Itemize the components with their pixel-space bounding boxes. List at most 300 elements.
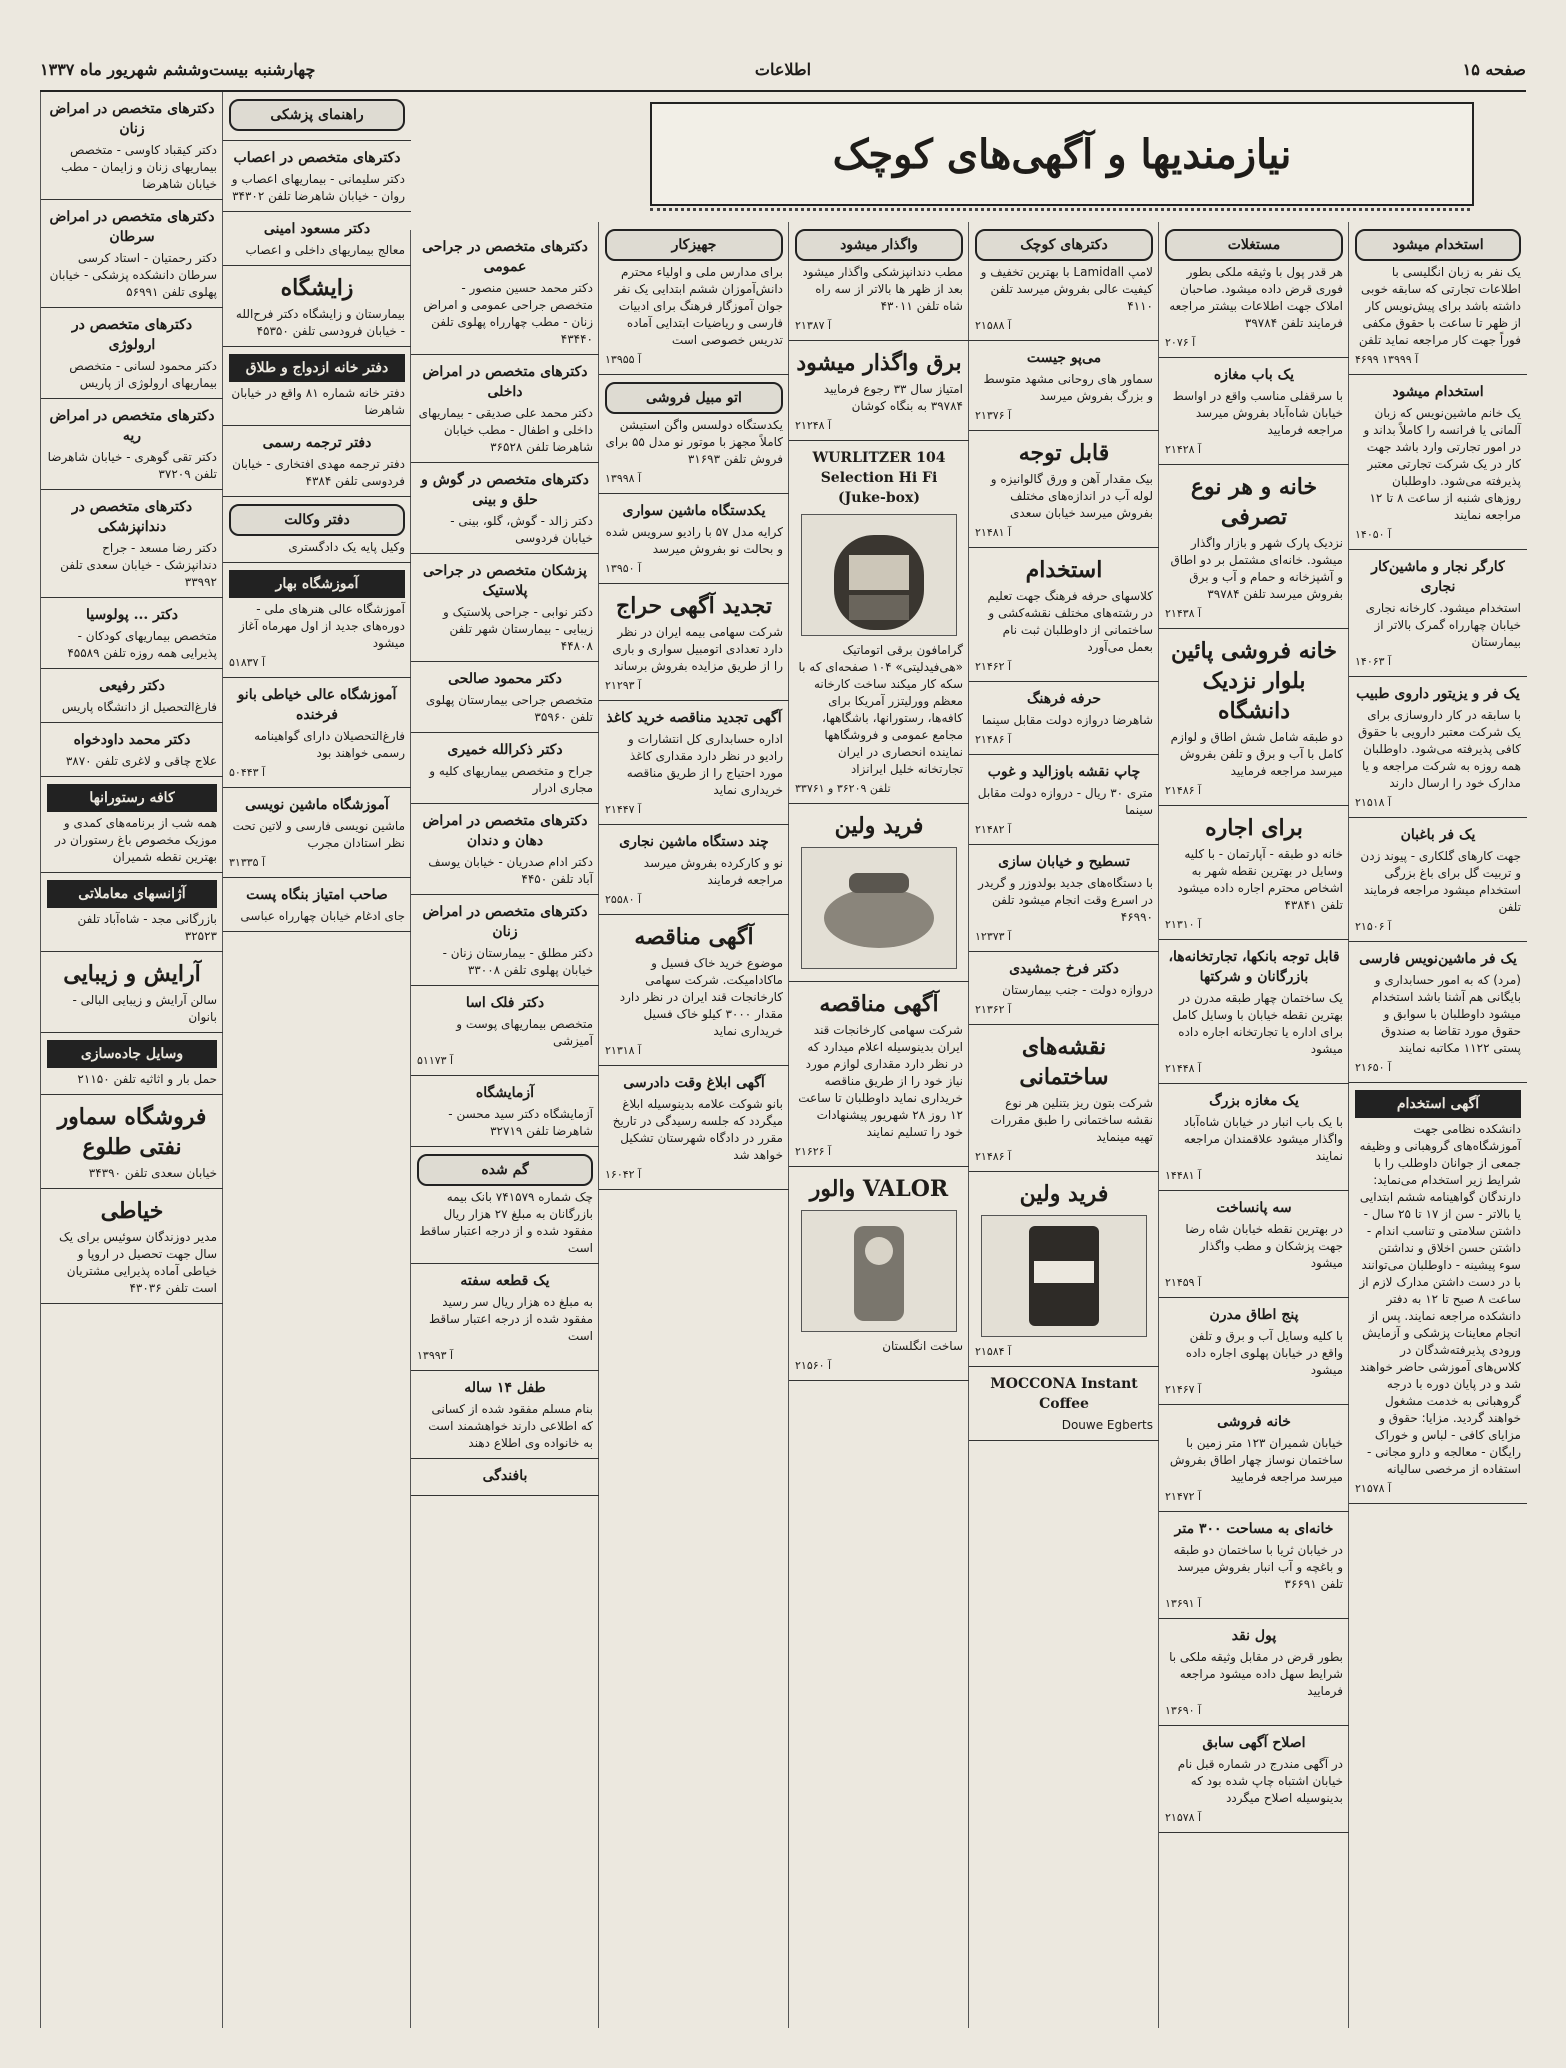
ad-heading: MOCCONA Instant Coffee	[990, 1376, 1138, 1412]
coffee-illustration	[981, 1215, 1147, 1337]
classified-ad	[599, 222, 789, 375]
ad-body: شرکت سهامی کارخانجات قند ایران بدینوسیله اعلام میدارد که در نظر دارد مقداری لوازم مورد نیاز خود را از طریق مناقصه خریداری نماید داوطلبان تا ساعت ۱۲ روز ۲۸ شهریور پیشنهادات خود را تسلیم نمایند	[798, 1023, 963, 1139]
classified-ad	[41, 723, 223, 777]
ad-heading: دکتر فرخ جمشیدی	[1009, 961, 1119, 977]
ad-heading: صاحب امتیاز بنگاه پست	[246, 887, 388, 903]
ad-body: با سرقفلی مناسب واقع در اواسط خیابان شاه‌آباد بفروش میرسد مراجعه فرمایید	[1172, 389, 1343, 437]
classified-ad	[789, 341, 969, 441]
ad-body: هر قدر پول با وثیقه ملکی بطور فوری قرض داده میشود. صاحبان املاک جهت اطلاعات بیشتر مراجعه فرمایند تلفن ۳۹۷۸۴	[1169, 265, 1343, 330]
classified-ad	[41, 200, 223, 308]
classified-ad	[223, 563, 411, 678]
ad-reference-number: آ ۱۴۴۸۱	[1165, 1169, 1202, 1182]
ad-heading: وسایل جاده‌سازی	[47, 1040, 217, 1068]
ad-reference-number: آ ۱۳۶۹۰	[1165, 1704, 1202, 1717]
ad-reference-number: تلفن ۳۶۲۰۹ و ۳۳۷۶۱	[795, 782, 891, 795]
classified-ad	[411, 1459, 599, 1496]
classified-ad	[41, 1033, 223, 1095]
ad-reference-number: آ ۱۳۹۹۳	[417, 1349, 454, 1362]
classified-ad	[223, 788, 411, 878]
ad-body: با سابقه در کار داروسازی برای یک شرکت معتبر دارویی با حقوق کافی پذیرفته می‌شود. داوطلبان همه روزه به شرکت مراجعه و یا مدارک خود را ارسال دارند	[1357, 708, 1521, 790]
ad-body: یکدستگاه دولسس واگن استیشن کاملاً مجهز با موتور نو مدل ۵۵ برای فروش تلفن ۳۱۶۹۳	[605, 418, 783, 466]
ad-reference-number: آ ۲۱۵۰۶	[1355, 920, 1392, 933]
ad-heading: دکترهای متخصص در جراحی عمومی	[422, 239, 588, 275]
ad-heading: تسطیح و خیابان سازی	[998, 854, 1130, 870]
classified-ad	[599, 701, 789, 825]
ad-body: دکتر نوابی - جراحی پلاستیک و زیبایی - بیمارستان شهر تلفن ۴۴۸۰۸	[442, 605, 593, 653]
ad-heading: چاپ نقشه باوزالید و غوب	[987, 764, 1141, 780]
classified-ad	[411, 1147, 599, 1264]
ad-heading: خانه فروشی پائین بلوار نزدیک دانشگاه	[1171, 638, 1337, 724]
classified-ad	[223, 141, 411, 212]
ad-body: همه شب از برنامه‌های کمدی و موزیک مخصوص باغ رستوران در بهترین نقطه شمیران	[55, 816, 217, 864]
ad-heading: چند دستگاه ماشین نجاری	[619, 834, 769, 850]
classified-ad	[411, 230, 599, 355]
jukebox-illustration	[801, 514, 957, 636]
classified-ad	[41, 952, 223, 1033]
ad-reference-number: آ ۲۱۴۴۷	[605, 803, 642, 816]
ad-heading: پزشکان متخصص در جراحی پلاستیک	[423, 563, 587, 599]
ad-heading: آگهی استخدام	[1355, 1090, 1521, 1118]
classified-ad	[1349, 550, 1527, 677]
classified-ad	[1159, 806, 1349, 940]
ad-heading: فروشگاه سماور نفتی طلوع	[57, 1104, 207, 1160]
ad-heading: دکترهای متخصص در امراض داخلی	[422, 364, 588, 400]
classified-ad	[1159, 465, 1349, 629]
ad-body: مدیر دوزندگان سوئیس برای یک سال جهت تحصیل در اروپا و خیاطی آماده پذیرایی مشتریان است تلفن ۴۳۰۳۶	[59, 1230, 217, 1295]
ad-body: خیابان سعدی تلفن ۳۴۳۹۰	[88, 1166, 217, 1180]
ad-heading: برق واگذار میشود	[796, 350, 962, 376]
ad-reference-number: آ ۲۱۴۴۸	[1165, 1062, 1202, 1075]
classified-ad	[1159, 1084, 1349, 1191]
ad-reference-number: آ ۲۱۶۵۰	[1355, 1061, 1392, 1074]
classified-ad	[1159, 1298, 1349, 1405]
ad-body: اداره حسابداری کل انتشارات و رادیو در نظر دارد مقداری کاغذ مورد احتیاج را از طریق مناقصه خریداری نماید	[626, 732, 783, 797]
ad-body: متخصص بیماریهای پوست و آمیزشی	[456, 1017, 593, 1048]
ad-body: کرایه مدل ۵۷ با رادیو سرویس شده و بحالت نو بفروش میرسد	[605, 525, 783, 556]
ad-body: آموزشگاه عالی هنرهای ملی - دوره‌های جدید از اول مهرماه آغاز میشود	[238, 602, 405, 650]
classified-ad	[969, 682, 1159, 755]
ad-heading: یک مغازه بزرگ	[1209, 1093, 1299, 1109]
ad-heading: یک فر ماشین‌نویس فارسی	[1359, 951, 1517, 967]
ad-heading: آزمایشگاه	[475, 1085, 535, 1101]
ad-body: شاهرضا دروازه دولت مقابل سینما	[981, 713, 1153, 727]
ad-heading: آموزشگاه بهار	[229, 570, 405, 598]
ad-body: دکتر رضا مسعد - جراح دندانپزشک - خیابان سعدی تلفن ۳۳۹۹۲	[60, 541, 217, 589]
ad-heading: آرایش و زیبایی	[63, 961, 201, 987]
ad-heading: WURLITZER 104 Selection Hi Fi (Juke-box)	[812, 450, 946, 506]
classified-ad	[789, 1167, 969, 1381]
classified-ad	[1159, 1512, 1349, 1619]
ad-heading: دکترهای متخصص در امراض زنان	[422, 904, 588, 940]
ad-body: در آگهی مندرج در شماره قبل نام خیابان اشتباه چاپ شده بود که بدینوسیله اصلاح میگردد	[1177, 1757, 1343, 1805]
ad-reference-number: آ ۵۱۱۷۳	[417, 1054, 454, 1067]
page-header	[40, 50, 1526, 92]
ad-heading: آگهی تجدید مناقصه خرید کاغذ	[606, 710, 782, 726]
heater-illustration	[801, 1210, 957, 1332]
ad-body: دکتر تقی گوهری - خیابان شاهرضا تلفن ۳۷۲۰۹	[47, 450, 217, 481]
ad-reference-number: آ ۲۰۷۶	[1165, 336, 1196, 349]
ad-heading: دکتر ذکرالله خمیری	[447, 742, 563, 758]
ad-body: بنام مسلم مفقود شده از کسانی که اطلاعی دارند خواهشمند است به خانواده وی اطلاع دهند	[428, 1402, 593, 1450]
ad-heading: خانه فروشی	[1217, 1414, 1291, 1430]
ad-body: با کلیه وسایل آب و برق و تلفن واقع در خیابان پهلوی اجاره داده میشود	[1185, 1329, 1343, 1377]
ad-heading: اتو مبیل فروشی	[605, 382, 783, 414]
ad-reference-number: آ ۲۱۴۸۶	[1165, 784, 1202, 797]
ad-reference-number: آ ۲۱۴۲۸	[1165, 443, 1202, 456]
ad-body: علاج چاقی و لاغری تلفن ۳۸۷۰	[65, 754, 217, 768]
ad-heading: برای اجاره	[1205, 815, 1303, 841]
classified-ad	[789, 982, 969, 1167]
classified-ad	[223, 92, 411, 141]
ad-heading: یک فر و یزیتور داروی طبیب	[1356, 686, 1520, 702]
ad-body: کلاسهای حرفه فرهنگ جهت تعلیم در رشته‌های مختلف نقشه‌کشی و ساختمانی از داوطلبان ثبت نام بعمل می‌آورد	[987, 589, 1153, 654]
ad-heading: یک قطعه سفته	[460, 1273, 550, 1289]
ad-heading: حرفه فرهنگ	[1026, 691, 1101, 707]
ad-reference-number: آ ۲۱۴۵۹	[1165, 1276, 1202, 1289]
ad-reference-number: آ ۲۱۵۶۰	[795, 1359, 832, 1372]
ad-body: به مبلغ ده هزار ریال سر رسید مفقود شده از درجه اعتبار ساقط است	[429, 1295, 593, 1343]
classified-ad	[1159, 222, 1349, 358]
classified-ad	[41, 873, 223, 952]
ad-heading: دکترهای متخصص در دندانپزشکی	[71, 499, 193, 535]
ad-body: نو و کارکرده بفروش میرسد مراجعه فرمایند	[643, 856, 783, 887]
classified-ad	[411, 895, 599, 986]
classified-ad	[1159, 1726, 1349, 1833]
ad-body: با یک باب انبار در خیابان شاه‌آباد واگذار میشود علاقمندان مراجعه نمایند	[1183, 1115, 1343, 1163]
ad-body: استخدام میشود. کارخانه نجاری خیابان چهارراه گمرک بالاتر از بیمارستان	[1365, 601, 1521, 649]
ad-reference-number: آ ۱۶۰۴۲	[605, 1168, 642, 1181]
ad-heading: کافه رستورانها	[47, 784, 217, 812]
ad-heading: دکترهای متخصص در امراض دهان و دندان	[422, 813, 588, 849]
ad-heading: طفل ۱۴ ساله	[464, 1380, 546, 1396]
ad-heading: استخدام	[1025, 557, 1103, 583]
ad-heading: قابل توجه	[1018, 440, 1110, 466]
ad-heading: دکتر فلک اسا	[465, 995, 545, 1011]
classified-ad	[41, 92, 223, 200]
ad-body: آزمایشگاه دکتر سید محسن - شاهرضا تلفن ۳۲۷۱۹	[448, 1107, 593, 1138]
ad-reference-number: آ ۲۱۵۸۸	[975, 319, 1012, 332]
ad-reference-number: آ ۲۱۴۳۸	[1165, 607, 1202, 620]
ad-reference-number: آ ۱۴۰۵۰	[1355, 528, 1392, 541]
ad-body: دو طبقه شامل شش اطاق و لوازم کامل با آب و برق و تلفن بفروش میرسد مراجعه فرمایید	[1170, 730, 1343, 778]
ad-body: بیک مقدار آهن و ورق گالوانیزه و لوله آب در اندازه‌های مختلف بفروش میرسد خیابان سعدی	[990, 472, 1153, 520]
ad-heading: یکدستگاه ماشین سواری	[622, 503, 766, 519]
ad-body: دکتر محمود لسانی - متخصص بیماریهای ارولوژی از پاریس	[69, 359, 217, 390]
ad-reference-number: آ ۲۱۴۷۲	[1165, 1490, 1202, 1503]
ad-body: دفتر ترجمه مهدی افتخاری - خیابان فردوسی تلفن ۴۳۸۴	[232, 457, 405, 488]
classified-ad	[411, 662, 599, 733]
ad-body: یک خانم ماشین‌نویس که زبان آلمانی یا فرانسه را کاملاً بداند و در امور تجارتی وارد باشد جهت کار در یک شرکت تجارتی معتبر پذیرفته می‌شود. داوطلبان روزهای شنبه از ساعت ۸ تا ۱۲ مراجعه نمایند	[1363, 406, 1521, 522]
ad-reference-number: آ ۲۱۴۶۷	[1165, 1383, 1202, 1396]
ad-heading: آموزشگاه عالی خیاطی بانو فرخنده	[237, 687, 397, 723]
ad-reference-number: آ ۱۳۹۵۵	[605, 353, 642, 366]
ad-body: گرامافون برقی اتوماتیک «هی‌فیدلیتی» ۱۰۴ صفحه‌ای که با سکه کار میکند ساخت کارخانه معظم وورلیتزر آمریکا برای کافه‌ها، رستورانها، باشگاهها، مجامع عمومی و فروشگاهها نماینده انحصاری در ایران تجارتخانه خلیل ایرانزاد	[798, 643, 963, 776]
ad-body: حمل بار و اثاثیه تلفن ۲۱۱۵۰	[77, 1072, 217, 1086]
classified-ad	[969, 755, 1159, 845]
classified-ad	[789, 222, 969, 341]
ad-heading: استخدام میشود	[1355, 229, 1521, 261]
ad-body: معالج بیماریهای داخلی و اعصاب	[245, 243, 405, 257]
ad-reference-number: آ ۲۱۴۸۱	[975, 526, 1012, 539]
classified-ad	[411, 1076, 599, 1147]
ad-reference-number: آ ۲۱۳۱۸	[605, 1044, 642, 1057]
classifieds-banner	[650, 102, 1474, 206]
column-7	[222, 92, 411, 2028]
classified-ad	[599, 494, 789, 584]
ad-heading: یک باب مغازه	[1213, 367, 1295, 383]
ad-body: متخصص جراحی بیمارستان پهلوی تلفن ۳۵۹۶۰	[425, 693, 593, 724]
ad-body: شرکت بتون ریز بتنلین هر نوع نقشه ساختمانی را طبق مقررات تهیه مینماید	[990, 1096, 1153, 1144]
ad-reference-number: آ ۵۱۸۳۷	[229, 656, 266, 669]
classified-ad	[1349, 818, 1527, 942]
classified-ad	[969, 341, 1159, 431]
column-3	[968, 222, 1159, 2028]
ad-heading: فرید ولین	[1019, 1181, 1109, 1207]
column-4	[788, 222, 969, 2028]
ad-reference-number: آ ۱۳۹۵۰	[605, 562, 642, 575]
banner-rule	[650, 208, 1470, 223]
column-1	[1348, 222, 1527, 2028]
column-6	[410, 230, 599, 2028]
ad-reference-number: آ ۱۴۰۶۳	[1355, 655, 1392, 668]
ad-heading: خانه و هر نوع تصرفی	[1190, 474, 1318, 530]
ad-heading: دکترهای متخصص در اعصاب	[233, 150, 401, 166]
ad-heading: کارگر نجار و ماشین‌کار نجاری	[1371, 559, 1505, 595]
ad-heading: دفتر خانه ازدواج و طلاق	[229, 354, 405, 382]
cooker-illustration	[801, 847, 957, 969]
ad-heading: خیاطی	[100, 1198, 164, 1224]
classified-ad	[411, 355, 599, 463]
ad-heading: دکتر ... پولوسیا	[85, 607, 179, 623]
ad-body: دکتر ادام صدریان - خیابان یوسف آباد تلفن ۴۴۵۰	[428, 855, 593, 886]
classified-ad	[789, 441, 969, 804]
ad-body: موضوع خرید خاک فسیل و ماکادامیکت. شرکت سهامی کارخانجات قند ایران در نظر دارد مقدار ۳۰۰۰ کیلو خاک فسیل خریداری نماید	[619, 956, 783, 1038]
ad-body: در بهترین نقطه خیابان شاه رضا جهت پزشکان و مطب واگذار میشود	[1185, 1222, 1343, 1270]
ad-body: دکتر رحمتیان - استاد کرسی سرطان دانشکده پزشکی - خیابان پهلوی تلفن ۵۶۹۹۱	[49, 251, 217, 299]
ad-body: با دستگاه‌های جدید بولدوزر و گریدر در اسرع وقت انجام میشود تلفن ۴۶۹۹۰	[978, 876, 1153, 924]
ad-heading: اصلاح آگهی سابق	[1202, 1735, 1306, 1751]
ad-heading: آگهی مناقصه	[634, 924, 754, 950]
classified-ad	[969, 431, 1159, 548]
ad-heading: دکترهای متخصص در امراض ریه	[49, 408, 215, 444]
ad-heading: بافندگی	[482, 1468, 528, 1484]
classified-ad	[223, 878, 411, 932]
ad-body: دکتر سلیمانی - بیماریهای اعصاب و روان - خیابان شاهرضا تلفن ۳۴۳۰۲	[231, 172, 405, 203]
ad-body: بانو شوکت علامه بدینوسیله ابلاغ میگردد که جلسه رسیدگی در تاریخ مقرر در دادگاه شهرستان تشکیل خواهد شد	[612, 1097, 783, 1162]
classified-ad	[1349, 1083, 1527, 1504]
ad-reference-number: آ ۲۱۴۸۶	[975, 1150, 1012, 1163]
banner-title: نیازمندیها و آگهی‌های کوچک	[832, 130, 1292, 178]
ad-heading: VALOR والور	[809, 1176, 949, 1202]
ad-body: بیمارستان و زایشگاه دکتر فرح‌الله - خیابان فرودسی تلفن ۴۵۳۵۰	[235, 307, 405, 338]
classified-ad	[41, 308, 223, 399]
ad-body: دانشکده نظامی جهت آموزشگاه‌های گروهبانی و وظیفه جمعی از جوانان داوطلب را با شرایط زیر استخدام می‌نماید: دارندگان گواهینامه ششم ابتدایی یا بالاتر - سن از ۱۷ تا ۲۵ سال - داشتن سلامتی و تناسب اندام - داشتن حسن اخلاق و نداشتن سوء پیشینه - داوطلبان می‌توانند با در دست داشتن مدارک لازم از ساعت ۸ صبح تا ۱۲ به دفتر دانشکده مراجعه نمایند. پس از انجام معاینات پزشکی و آزمایش ورودی پذیرفته‌شدگان در کلاس‌های آموزشی حاضر خواهند شد و در پایان دوره با درجه گروهبانی به خدمت مشغول خواهند گردید. مزایا: حقوق و مزایای کافی - لباس و خوراک رایگان - معالجه و دارو مجانی - استفاده از مرخصی سالیانه	[1359, 1122, 1521, 1476]
column-5	[598, 222, 789, 2028]
classified-ad	[411, 804, 599, 895]
ad-heading: دکترهای متخصص در گوش و حلق و بینی	[421, 472, 589, 508]
classified-ad	[969, 845, 1159, 952]
classified-ad	[1349, 375, 1527, 550]
classified-ad	[1159, 940, 1349, 1084]
classified-ad	[1159, 1619, 1349, 1726]
ad-reference-number: آ ۲۱۵۱۸	[1355, 796, 1392, 809]
ad-body: دکتر مطلق - بیمارستان زنان - خیابان پهلوی تلفن ۳۳۰۰۸	[442, 946, 593, 977]
ad-reference-number: آ ۲۱۴۸۶	[975, 733, 1012, 746]
ad-heading: دکتر رفیعی	[99, 678, 165, 694]
classified-ad	[969, 222, 1159, 341]
ad-body: چک شماره ۷۴۱۵۷۹ بانک بیمه بازرگانان به مبلغ ۲۷ هزار ریال مفقود شده و از درجه اعتبار ساقط است	[419, 1190, 593, 1255]
ad-body: بازرگانی مجد - شاه‌آباد تلفن ۳۲۵۲۳	[77, 912, 217, 943]
classified-ad	[599, 915, 789, 1066]
classified-ad	[41, 1189, 223, 1304]
classified-ad	[1159, 1191, 1349, 1298]
ad-heading: زایشگاه	[280, 275, 354, 301]
ad-heading: تجدید آگهی حراج	[616, 593, 772, 619]
ad-reference-number: آ ۲۱۵۷۸	[1165, 1811, 1202, 1824]
classified-ad	[1159, 629, 1349, 806]
column-8	[40, 92, 223, 2028]
ad-body: فارغ‌التحصیلان دارای گواهینامه رسمی خواهند بود	[254, 729, 405, 760]
classified-ad	[1349, 677, 1527, 818]
ad-heading: راهنمای پزشکی	[229, 99, 405, 131]
classified-ad	[411, 1264, 599, 1371]
ad-reference-number: آ ۲۱۳۶۲	[975, 1003, 1012, 1016]
ad-heading: آگهی ابلاغ وقت دادرسی	[623, 1075, 765, 1091]
ad-body: دکتر کیقباد کاوسی - متخصص بیماریهای زنان و زایمان - مطب خیابان شاهرضا	[61, 143, 217, 191]
ad-body: یک ساختمان چهار طبقه مدرن در بهترین نقطه خیابان با وسایل کامل برای اداره یا تجارتخانه اجاره داده میشود	[1172, 991, 1343, 1056]
ad-body: خیابان شمیران ۱۲۳ متر زمین با ساختمان نوساز چهار اطاق بفروش میرسد مراجعه فرمایید	[1169, 1436, 1343, 1484]
ad-reference-number: آ ۳۱۳۳۵	[229, 856, 266, 869]
ad-body: دکتر محمد علی صدیقی - بیماریهای داخلی و اطفال - مطب خیابان شاهرضا تلفن ۳۶۵۲۸	[418, 406, 593, 454]
classified-ad	[969, 1367, 1159, 1441]
ad-heading: دکترهای متخصص در امراض زنان	[49, 101, 215, 137]
ad-body: سماور های روحانی مشهد متوسط و بزرگ بفروش میرسد	[983, 372, 1153, 403]
ad-reference-number: آ ۲۱۲۹۳	[605, 679, 642, 692]
ad-reference-number: آ ۲۱۳۷۶	[975, 409, 1012, 422]
ad-body: خانه دو طبقه - آپارتمان - با کلیه وسایل در بهترین نقطه شهر به اشخاص محترم اجاره داده میشود تلفن ۴۳۸۴۱	[1177, 847, 1343, 912]
ad-body: در خیابان ثریا با ساختمان دو طبقه و باغچه و آب انبار بفروش میرسد تلفن ۳۶۶۹۱	[1173, 1543, 1343, 1591]
ad-body: مطب دندانپزشکی واگذار میشود بعد از ظهر ها بالاتر از سه راه شاه تلفن ۴۳۰۱۱	[802, 265, 963, 313]
classified-ad	[41, 399, 223, 490]
ad-reference-number: آ ۲۱۳۱۰	[1165, 918, 1202, 931]
classified-ad	[1349, 942, 1527, 1083]
ad-heading: دکترهای کوچک	[975, 229, 1153, 261]
ad-heading: پول نقد	[1231, 1628, 1277, 1644]
classified-ad	[411, 554, 599, 662]
ad-body: یک نفر به زبان انگلیسی با اطلاعات تجارتی که سابقه خوبی داشته باشد برای پیش‌نویس کار از ظهر تا ساعت با حقوق مکفی فوراً جهت کار مراجعه نماید تلفن	[1358, 265, 1521, 347]
ad-reference-number: آ ۲۱۲۴۸	[795, 419, 832, 432]
ad-heading: خانه‌ای به مساحت ۳۰۰ متر	[1174, 1521, 1334, 1537]
classified-ad	[1349, 222, 1527, 375]
classified-ad	[41, 490, 223, 598]
ad-body: لامپ Lamidall با بهترین تخفیف و کیفیت عالی بفروش میرسد تلفن ۴۱۱۰	[980, 265, 1153, 313]
ad-body: سالن آرایش و زیبایی البالی - بانوان	[72, 993, 217, 1024]
ad-body: دروازه دولت - جنب بیمارستان	[1002, 983, 1153, 997]
ad-body: متری ۳۰ ریال - دروازه دولت مقابل سینما	[977, 786, 1153, 817]
ad-body: دفتر خانه شماره ۸۱ واقع در خیابان شاهرضا	[231, 386, 405, 417]
classified-ad	[41, 777, 223, 873]
classified-ad	[223, 678, 411, 788]
classified-ad	[223, 497, 411, 563]
ad-body: ساخت انگلستان	[882, 1339, 963, 1353]
ad-body: برای مدارس ملی و اولیاء محترم دانش‌آموزان ششم ابتدایی یک نفر جوان آموزگار فرهنگ برای ادبیات فارسی و ریاضیات ابتدایی آماده تدریس خصوصی است	[614, 265, 783, 347]
ad-reference-number: آ ۲۱۶۲۶	[795, 1145, 832, 1158]
classified-ad	[1159, 1405, 1349, 1512]
classified-ad	[969, 548, 1159, 682]
classified-ad	[599, 584, 789, 701]
classified-ad	[41, 598, 223, 669]
classified-ad	[599, 1066, 789, 1190]
ad-reference-number: آ ۲۱۴۶۲	[975, 660, 1012, 673]
ad-body: وکیل پایه یک دادگستری	[288, 540, 405, 554]
ad-reference-number: آ ۲۵۵۸۰	[605, 893, 642, 906]
ad-heading: آموزشگاه ماشین نویسی	[245, 797, 389, 813]
ad-heading: یک فر باغبان	[1400, 827, 1476, 843]
ad-body: جراح و متخصص بیماریهای کلیه و مجاری ادرار	[429, 764, 593, 795]
ad-heading: نقشه‌های ساختمانی	[1019, 1034, 1109, 1090]
ad-reference-number: آ ۲۱۳۸۷	[795, 319, 832, 332]
ad-body: دکتر محمد حسین منصور - متخصص جراحی عمومی و امراض زنان - مطب چهارراه پهلوی تلفن ۴۳۴۴۰	[423, 281, 593, 346]
classified-ad	[223, 212, 411, 266]
ad-heading: استخدام میشود	[1392, 384, 1484, 400]
ad-heading: گم شده	[417, 1154, 593, 1186]
ad-heading: دفتر ترجمه رسمی	[262, 435, 372, 451]
ad-heading: فرید ولین	[834, 813, 924, 839]
classified-ad	[599, 825, 789, 915]
paper-name: اطلاعات	[754, 60, 812, 79]
classified-ad	[411, 986, 599, 1076]
ad-heading: آژانسهای معاملاتی	[47, 880, 217, 908]
ad-heading: دفتر وکالت	[229, 504, 405, 536]
ad-heading: قابل توجه بانکها، تجارتخانه‌ها، بازرگانان و شرکتها	[1168, 949, 1340, 985]
ad-heading: می‌پو جیست	[1026, 350, 1102, 366]
ad-reference-number: آ ۲۱۴۸۲	[975, 823, 1012, 836]
ad-heading: آگهی مناقصه	[819, 991, 939, 1017]
ad-heading: سه پانساخت	[1216, 1200, 1292, 1216]
ad-reference-number: آ ۲۱۵۷۸	[1355, 1482, 1392, 1495]
ad-body: ماشین نویسی فارسی و لاتین تحت نظر استادان مجرب	[232, 819, 405, 850]
ad-heading: پنج اطاق مدرن	[1209, 1307, 1299, 1323]
ad-heading: دکتر مسعود امینی	[263, 221, 371, 237]
ad-body: فارغ‌التحصیل از دانشگاه پاریس	[61, 700, 217, 714]
issue-date: چهارشنبه بیست‌وششم شهریور ماه ۱۳۳۷	[40, 60, 316, 79]
classified-ad	[969, 952, 1159, 1025]
ad-body: جهت کارهای گلکاری - پیوند زدن و تربیت گل برای باغ بزرگی استخدام میشود مراجعه فرمایند تلفن	[1360, 849, 1521, 914]
classified-ad	[41, 1095, 223, 1189]
ad-heading: دکترهای متخصص در ارولوژی	[71, 317, 193, 353]
classified-ad	[969, 1025, 1159, 1172]
ad-body: نزدیک پارک شهر و بازار واگذار میشود. خانه‌ای مشتمل بر دو اطاق و آشپزخانه و حمام و آب و برق بفروش میرسد تلفن ۳۹۷۸۴	[1170, 536, 1343, 601]
classified-ad	[789, 804, 969, 982]
classified-ad	[599, 375, 789, 494]
ad-reference-number: آ ۵۰۴۴۳	[229, 766, 266, 779]
ad-heading: دکترهای متخصص در امراض سرطان	[49, 209, 215, 245]
ad-body: (مرد) که به امور حسابداری و بایگانی هم آشنا باشد استخدام میشود داوطلبان با سوابق و حقوق مورد تقاضا به صندوق پستی ۱۱۲۲ مکاتبه نمایند	[1371, 973, 1521, 1055]
ad-body: جای ادغام خیابان چهارراه عباسی	[240, 909, 405, 923]
ad-reference-number: آ ۲۱۵۸۴	[975, 1345, 1012, 1358]
ad-reference-number: ۴۶۹۹ آ ۱۳۹۹۹	[1355, 353, 1419, 366]
classified-ad	[411, 733, 599, 804]
ad-body: بطور قرض در مقابل وثیقه ملکی با شرایط سهل داده میشود مراجعه فرمایید	[1169, 1650, 1343, 1698]
ad-body: Douwe Egberts	[1061, 1418, 1153, 1432]
ad-heading: دکتر محمود صالحی	[448, 671, 562, 687]
ad-heading: واگذار میشود	[795, 229, 963, 261]
ad-heading: جهیزکار	[605, 229, 783, 261]
classified-ad	[223, 426, 411, 497]
page-number: صفحه ۱۵	[1462, 60, 1526, 79]
ad-reference-number: آ ۱۲۳۷۳	[975, 930, 1012, 943]
ad-heading: دکتر محمد داودخواه	[73, 732, 191, 748]
